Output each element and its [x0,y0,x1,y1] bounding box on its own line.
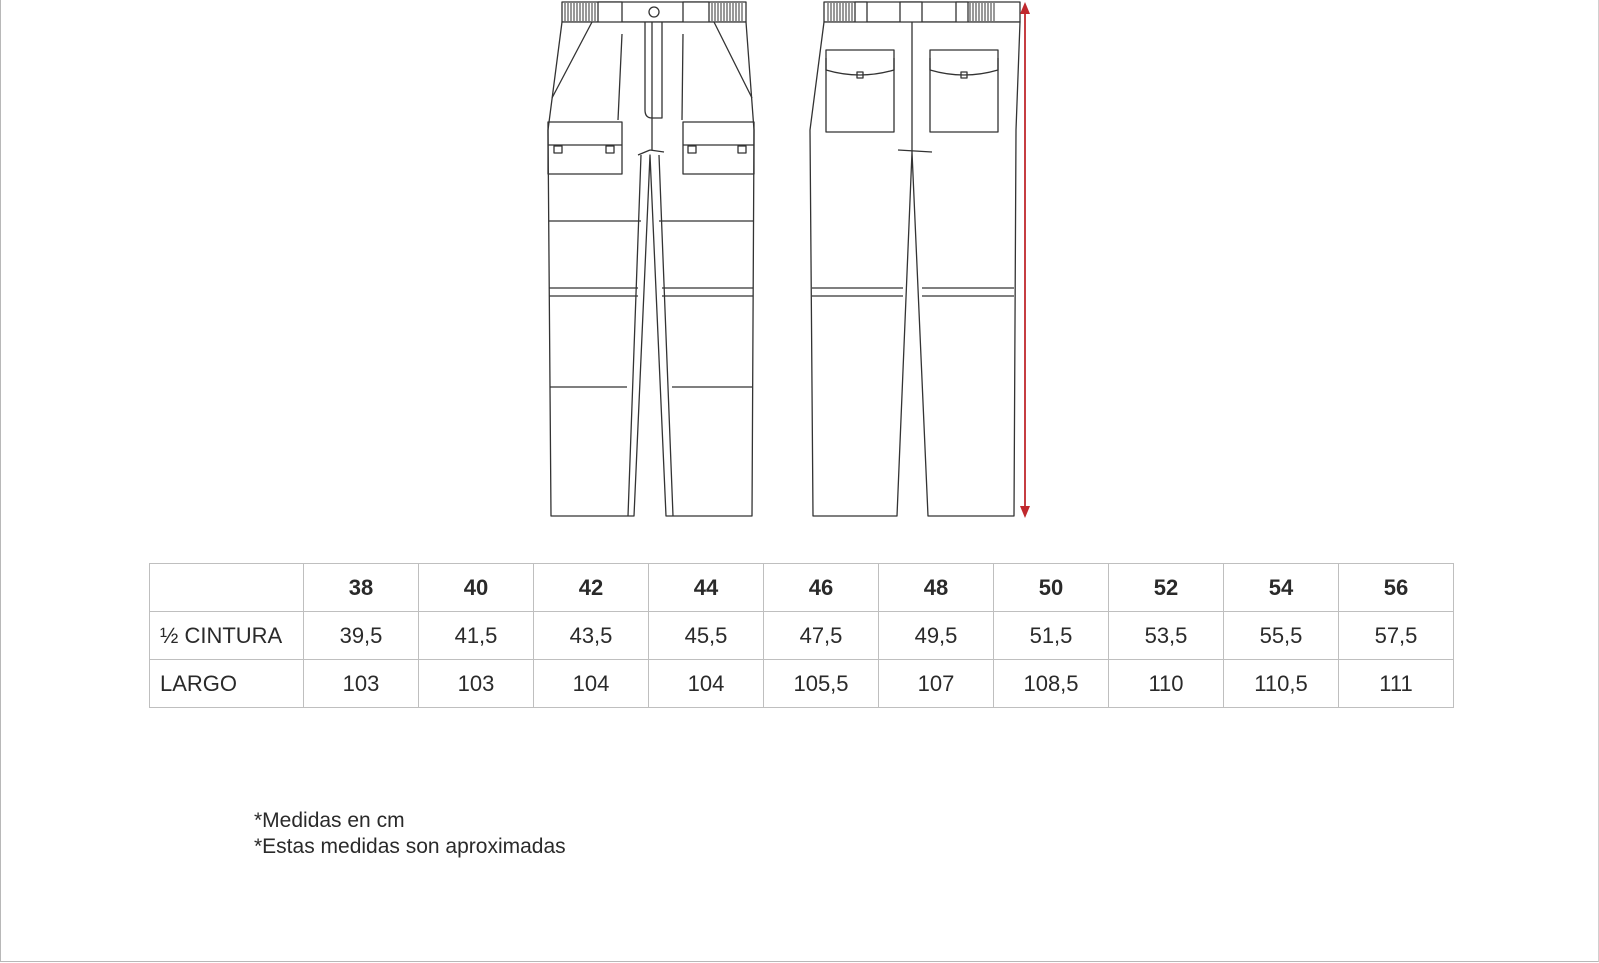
size-chart-table [149,563,1454,708]
size-header-cell: 54 [1224,564,1339,612]
table-cell: 107 [879,660,994,708]
units-note: *Medidas en cm [254,809,405,832]
waist-row [150,612,1454,660]
table-cell: 51,5 [994,612,1109,660]
table-cell: 43,5 [534,612,649,660]
size-header-cell: 44 [649,564,764,612]
table-cell: 57,5 [1339,612,1454,660]
size-header-cell: 40 [419,564,534,612]
size-header-cell: 50 [994,564,1109,612]
table-cell: 110 [1109,660,1224,708]
table-cell: 104 [649,660,764,708]
table-cell: 105,5 [764,660,879,708]
table-cell: 55,5 [1224,612,1339,660]
table-cell: 111 [1339,660,1454,708]
size-header-row [150,564,1454,612]
size-header-cell: 52 [1109,564,1224,612]
table-cell: 53,5 [1109,612,1224,660]
table-cell: 47,5 [764,612,879,660]
table-cell: 108,5 [994,660,1109,708]
size-header-cell: 56 [1339,564,1454,612]
size-header-cell: 38 [304,564,419,612]
length-row [150,660,1454,708]
size-header-cell: 42 [534,564,649,612]
table-cell: 45,5 [649,612,764,660]
size-header-cell: 46 [764,564,879,612]
size-header-cell: 48 [879,564,994,612]
table-cell: 103 [419,660,534,708]
table-cell: 49,5 [879,612,994,660]
row-label: LARGO [150,660,304,708]
table-cell: 39,5 [304,612,419,660]
approximate-note: *Estas medidas son aproximadas [254,835,566,858]
header-corner-cell [150,564,304,612]
table-cell: 41,5 [419,612,534,660]
table-cell: 103 [304,660,419,708]
length-measure-arrow [1020,2,1030,518]
row-label: ½ CINTURA [150,612,304,660]
table-cell: 110,5 [1224,660,1339,708]
footnotes [254,808,566,860]
table-cell: 104 [534,660,649,708]
pants-back-view [810,2,1020,516]
pants-front-view [548,2,754,516]
